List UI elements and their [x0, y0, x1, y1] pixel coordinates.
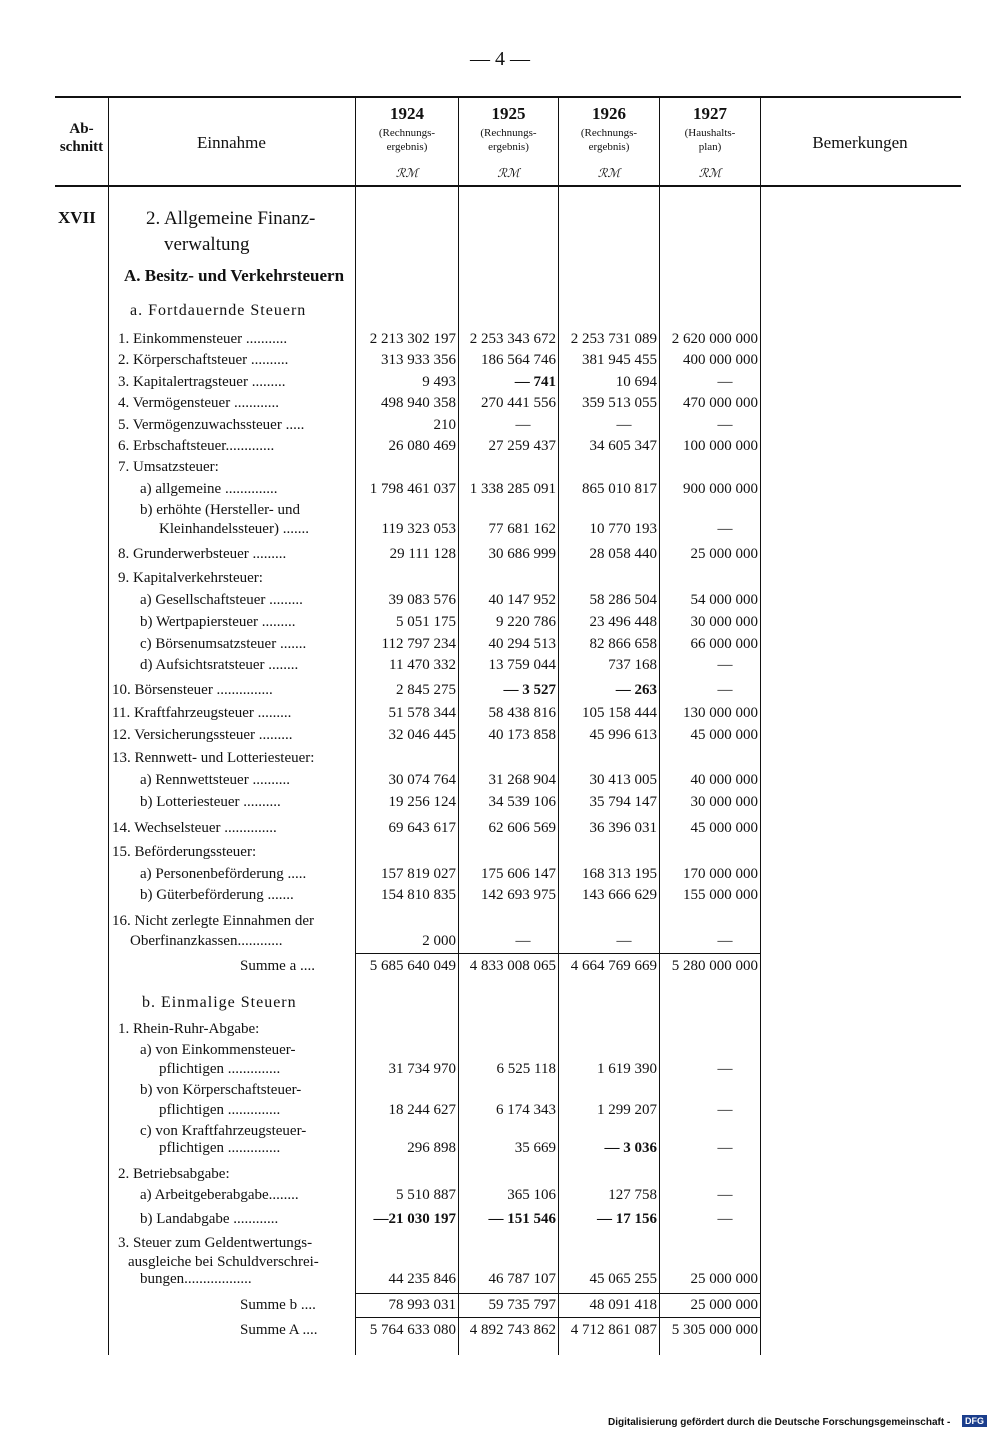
row-label: 10. Börsensteuer ............... — [112, 682, 273, 698]
value-cell: 10 770 193 — [589, 521, 657, 537]
value-cell: 78 993 031 — [388, 1297, 456, 1313]
row-label: Kleinhandelssteuer) ....... — [159, 521, 309, 537]
row-label: 1. Rhein-Ruhr-Abgabe: — [118, 1021, 260, 1037]
value-cell: 175 606 147 — [481, 866, 556, 882]
value-cell: 1 338 285 091 — [469, 481, 556, 497]
value-cell: 6 525 118 — [496, 1061, 556, 1077]
row-label: a) allgemeine .............. — [140, 481, 278, 497]
heading-finance-cont: verwaltung — [164, 234, 250, 255]
value-cell: — — [717, 1140, 733, 1156]
value-cell: 5 764 633 080 — [369, 1322, 456, 1338]
header-income: Einnahme — [197, 133, 266, 152]
value-cell: 270 441 556 — [481, 395, 556, 411]
year-label: 1925 — [491, 104, 526, 123]
value-cell: 30 074 764 — [388, 772, 456, 788]
value-cell: — — [515, 933, 531, 949]
value-cell: 365 106 — [507, 1187, 556, 1203]
value-cell: 5 305 000 000 — [671, 1322, 758, 1338]
row-label: a) Arbeitgeberabgabe........ — [140, 1187, 299, 1203]
heading-fortdauernd: a. Fortdauernde Steuern — [130, 302, 307, 319]
row-label: a) von Einkommensteuer- — [140, 1042, 296, 1058]
value-cell: 62 606 569 — [488, 820, 556, 836]
row-label: Oberfinanzkassen............ — [130, 933, 283, 949]
value-cell: 82 866 658 — [589, 636, 657, 652]
value-cell: 105 158 444 — [582, 705, 657, 721]
row-label: 3. Kapitalertragsteuer ......... — [118, 374, 286, 390]
value-cell: 30 686 999 — [488, 546, 556, 562]
value-cell: 2 845 275 — [396, 682, 456, 698]
dfg-logo: DFG — [962, 1415, 987, 1427]
row-label: a) Gesellschaftsteuer ......... — [140, 592, 303, 608]
row-label: 6. Erbschaftsteuer............. — [118, 438, 275, 454]
value-cell: 10 694 — [615, 374, 657, 390]
value-cell: 4 892 743 862 — [469, 1322, 556, 1338]
value-cell: 45 065 255 — [589, 1271, 657, 1287]
value-cell: —21 030 197 — [373, 1211, 456, 1227]
row-label: c) Börsenumsatzsteuer ....... — [140, 636, 307, 652]
value-cell: 2 213 302 197 — [369, 331, 456, 347]
row-label: pflichtigen .............. — [159, 1140, 281, 1156]
value-cell: — — [616, 933, 632, 949]
value-cell: 130 000 000 — [683, 705, 758, 721]
value-cell: 9 220 786 — [496, 614, 556, 630]
column-divider — [108, 97, 109, 1355]
value-cell: 25 000 000 — [690, 1297, 758, 1313]
value-cell: 1 798 461 037 — [369, 481, 456, 497]
year-label: 1926 — [592, 104, 626, 123]
row-label: b) Lotteriesteuer .......... — [140, 794, 281, 810]
value-cell: 498 940 358 — [381, 395, 456, 411]
year-unit: ℛℳ — [698, 166, 722, 180]
column-divider — [458, 97, 459, 1355]
value-cell: 865 010 817 — [582, 481, 657, 497]
year-note: (Haushalts- plan) — [684, 127, 736, 153]
header-section: Ab- schnitt — [59, 121, 104, 155]
value-cell: 143 666 629 — [582, 887, 657, 903]
value-cell: 46 787 107 — [488, 1271, 556, 1287]
column-divider — [558, 97, 559, 1355]
value-cell: 77 681 162 — [488, 521, 556, 537]
value-cell: 154 810 835 — [381, 887, 456, 903]
column-divider — [355, 97, 356, 1355]
row-label: 7. Umsatzsteuer: — [118, 459, 219, 475]
value-cell: 470 000 000 — [683, 395, 758, 411]
value-cell: 5 685 640 049 — [369, 958, 456, 974]
header-remarks: Bemerkungen — [812, 133, 908, 152]
value-cell: 170 000 000 — [683, 866, 758, 882]
row-label: 2. Betriebsabgabe: — [118, 1166, 230, 1182]
column-divider — [659, 97, 660, 1355]
value-cell: — 263 — [615, 682, 657, 698]
value-cell: 30 000 000 — [690, 794, 758, 810]
value-cell: 26 080 469 — [388, 438, 456, 454]
year-note: (Rechnungs- ergebnis) — [580, 127, 638, 153]
value-cell: 313 933 356 — [381, 352, 456, 368]
value-cell: 48 091 418 — [589, 1297, 657, 1313]
row-label: Summe A .... — [240, 1322, 318, 1338]
value-cell: 40 173 858 — [488, 727, 556, 743]
value-cell: 54 000 000 — [690, 592, 758, 608]
value-cell: 31 268 904 — [488, 772, 556, 788]
value-cell: 127 758 — [608, 1187, 657, 1203]
value-cell: 51 578 344 — [388, 705, 456, 721]
year-unit: ℛℳ — [497, 166, 520, 180]
row-label: 4. Vermögensteuer ............ — [118, 395, 279, 411]
value-cell: 40 000 000 — [690, 772, 758, 788]
row-label: d) Aufsichtsratsteuer ........ — [140, 657, 299, 673]
value-cell: 25 000 000 — [690, 1271, 758, 1287]
value-cell: 30 000 000 — [690, 614, 758, 630]
value-cell: — — [717, 417, 733, 433]
value-cell: — 17 156 — [597, 1211, 657, 1227]
value-cell: 210 — [433, 417, 456, 433]
value-cell: 32 046 445 — [388, 727, 456, 743]
value-cell: — — [515, 417, 531, 433]
value-cell: 58 286 504 — [589, 592, 657, 608]
row-label: b) Güterbeförderung ....... — [140, 887, 294, 903]
row-label: b) erhöhte (Hersteller- und — [140, 502, 301, 518]
value-cell: 18 244 627 — [388, 1102, 456, 1118]
value-cell: 35 669 — [514, 1140, 556, 1156]
value-cell: 2 253 731 089 — [570, 331, 657, 347]
value-cell: 5 510 887 — [396, 1187, 456, 1203]
year-label: 1924 — [390, 104, 424, 123]
row-label: b) von Körperschaftsteuer- — [140, 1082, 302, 1098]
value-cell: — — [717, 521, 733, 537]
value-cell: 1 299 207 — [597, 1102, 657, 1118]
value-cell: 34 605 347 — [589, 438, 657, 454]
year-unit: ℛℳ — [597, 166, 621, 180]
row-label: 1. Einkommensteuer ........... — [118, 331, 288, 347]
row-label: Summe b .... — [240, 1297, 316, 1313]
row-label: pflichtigen .............. — [159, 1102, 281, 1118]
value-cell: 5 051 175 — [396, 614, 456, 630]
row-label: 15. Beförderungssteuer: — [112, 844, 257, 860]
value-cell: 27 259 437 — [488, 438, 556, 454]
value-cell: 58 438 816 — [488, 705, 556, 721]
value-cell: 4 833 008 065 — [469, 958, 556, 974]
value-cell: 30 413 005 — [589, 772, 657, 788]
row-label: 16. Nicht zerlegte Einnahmen der — [112, 913, 315, 929]
value-cell: 35 794 147 — [589, 794, 657, 810]
row-label: 11. Kraftfahrzeugsteuer ......... — [112, 705, 292, 721]
value-cell: — — [717, 1187, 733, 1203]
row-label: bungen.................. — [140, 1271, 252, 1287]
heading-besitz: A. Besitz- und Verkehrsteuern — [124, 266, 345, 285]
column-divider — [760, 97, 761, 1355]
heading-einmalig: b. Einmalige Steuern — [142, 994, 297, 1011]
row-label: a) Rennwettsteuer .......... — [140, 772, 290, 788]
value-cell: 359 513 055 — [582, 395, 657, 411]
value-cell: 19 256 124 — [388, 794, 456, 810]
value-cell: 4 712 861 087 — [570, 1322, 657, 1338]
year-note: (Rechnungs- ergebnis) — [378, 127, 436, 153]
value-cell: — — [717, 1211, 733, 1227]
value-cell: 25 000 000 — [690, 546, 758, 562]
value-cell: 39 083 576 — [388, 592, 456, 608]
sum-rule — [356, 1293, 760, 1294]
row-label: 13. Rennwett- und Lotteriesteuer: — [112, 750, 315, 766]
year-unit: ℛℳ — [395, 166, 419, 180]
value-cell: — 151 546 — [488, 1211, 556, 1227]
row-label: b) Landabgabe ............ — [140, 1211, 279, 1227]
value-cell: 1 619 390 — [597, 1061, 657, 1077]
value-cell: — 3 527 — [503, 682, 556, 698]
row-label: 3. Steuer zum Geldentwertungs- — [118, 1235, 313, 1251]
year-label: 1927 — [693, 104, 727, 123]
row-label: b) Wertpapiersteuer ......... — [140, 614, 296, 630]
value-cell: 31 734 970 — [388, 1061, 456, 1077]
value-cell: 4 664 769 669 — [570, 958, 657, 974]
value-cell: 296 898 — [407, 1140, 456, 1156]
row-label: pflichtigen .............. — [159, 1061, 281, 1077]
table-top-rule — [55, 96, 961, 98]
value-cell: — — [717, 374, 733, 390]
value-cell: 29 111 128 — [389, 546, 456, 562]
value-cell: — — [717, 933, 733, 949]
row-label: 5. Vermögenzuwachssteuer ..... — [118, 417, 305, 433]
sum-rule — [356, 953, 760, 954]
value-cell: 400 000 000 — [683, 352, 758, 368]
value-cell: 900 000 000 — [683, 481, 758, 497]
row-label: 8. Grunderwerbsteuer ......... — [118, 546, 287, 562]
value-cell: — — [616, 417, 632, 433]
row-label: c) von Kraftfahrzeugsteuer- — [140, 1123, 307, 1139]
heading-finance: 2. Allgemeine Finanz- — [146, 208, 316, 229]
value-cell: 36 396 031 — [589, 820, 657, 836]
value-cell: — — [717, 682, 733, 698]
value-cell: 13 759 044 — [488, 657, 556, 673]
value-cell: — 3 036 — [604, 1140, 657, 1156]
page-number: — 4 — — [470, 48, 530, 70]
value-cell: 44 235 846 — [388, 1271, 456, 1287]
value-cell: 66 000 000 — [690, 636, 758, 652]
value-cell: — — [717, 1102, 733, 1118]
value-cell: 2 000 — [422, 933, 456, 949]
value-cell: 100 000 000 — [683, 438, 758, 454]
value-cell: 9 493 — [422, 374, 456, 390]
value-cell: 737 168 — [608, 657, 657, 673]
value-cell: 2 253 343 672 — [469, 331, 556, 347]
value-cell: 142 693 975 — [481, 887, 556, 903]
value-cell: 6 174 343 — [496, 1102, 556, 1118]
row-label: 14. Wechselsteuer .............. — [112, 820, 277, 836]
value-cell: 28 058 440 — [589, 546, 657, 562]
value-cell: 45 000 000 — [690, 727, 758, 743]
value-cell: 2 620 000 000 — [671, 331, 758, 347]
value-cell: 381 945 455 — [582, 352, 657, 368]
footer-text: Digitalisierung gefördert durch die Deutsche Forschungsgemeinschaft - — [608, 1417, 951, 1428]
row-label: ausgleiche bei Schuldverschrei- — [128, 1254, 319, 1270]
value-cell: 45 000 000 — [690, 820, 758, 836]
header-bottom-rule — [55, 185, 961, 187]
sum-rule — [356, 1317, 760, 1318]
value-cell: 23 496 448 — [589, 614, 657, 630]
value-cell: 157 819 027 — [381, 866, 456, 882]
section-number: XVII — [58, 208, 96, 227]
value-cell: 119 323 053 — [381, 521, 456, 537]
value-cell: 40 147 952 — [488, 592, 556, 608]
value-cell: 112 797 234 — [381, 636, 456, 652]
row-label: 12. Versicherungssteuer ......... — [112, 727, 293, 743]
value-cell: 34 539 106 — [488, 794, 556, 810]
value-cell: 155 000 000 — [683, 887, 758, 903]
value-cell: — — [717, 1061, 733, 1077]
row-label: 2. Körperschaftsteuer .......... — [118, 352, 289, 368]
value-cell: — — [717, 657, 733, 673]
value-cell: 40 294 513 — [488, 636, 556, 652]
value-cell: 69 643 617 — [388, 820, 456, 836]
value-cell: — 741 — [514, 374, 556, 390]
value-cell: 11 470 332 — [389, 657, 456, 673]
year-note: (Rechnungs- ergebnis) — [480, 127, 537, 153]
value-cell: 59 735 797 — [488, 1297, 556, 1313]
row-label: 9. Kapitalverkehrsteuer: — [118, 570, 263, 586]
value-cell: 45 996 613 — [589, 727, 657, 743]
value-cell: 186 564 746 — [481, 352, 556, 368]
value-cell: 5 280 000 000 — [671, 958, 758, 974]
row-label: a) Personenbeförderung ..... — [140, 866, 307, 882]
row-label: Summe a .... — [240, 958, 315, 974]
value-cell: 168 313 195 — [582, 866, 657, 882]
